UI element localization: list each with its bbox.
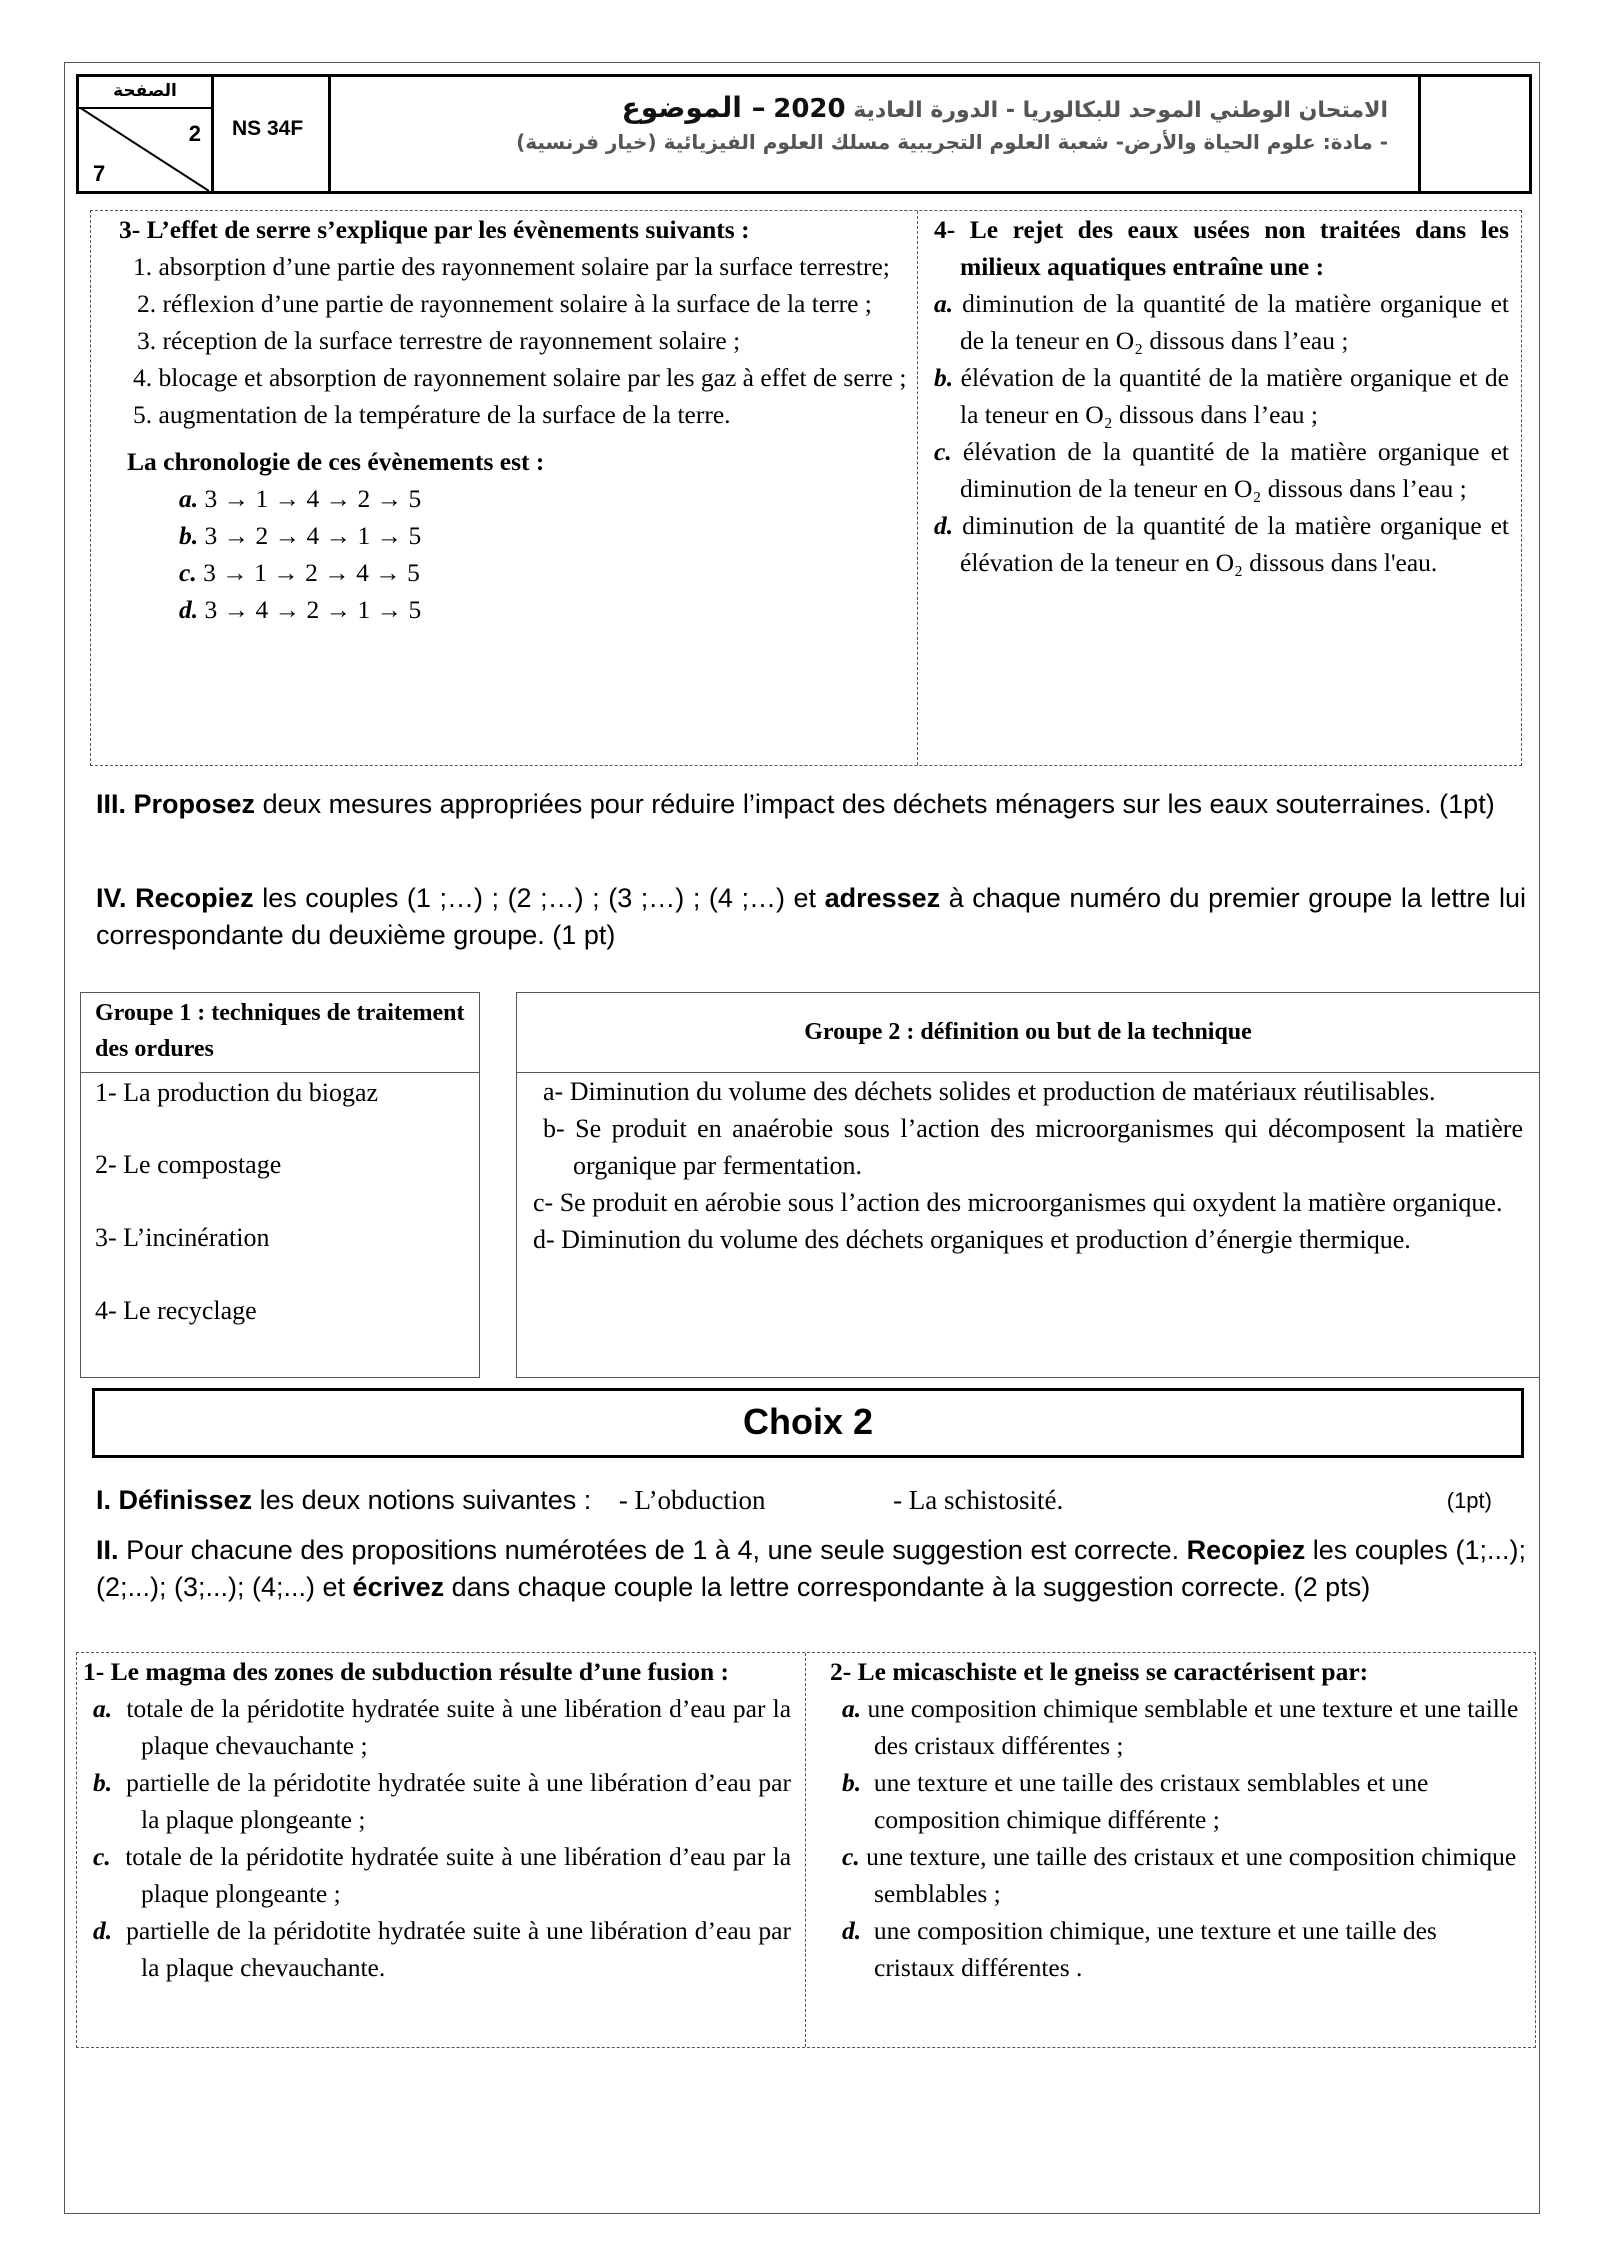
group-1-item: 2- Le compostage [95,1150,282,1179]
group-1-header: Groupe 1 : techniques de traitement des ordures [81,993,479,1073]
section-iii: III. Proposez deux mesures appropriées pour réduire l’impact des déchets ménagers sur les eaux souterraines. (1pt) [96,789,1495,819]
header-blank-cell [1421,77,1529,191]
title-year: 2020 [773,94,846,124]
c2-section-i: I. Définissez les deux notions suivantes : - L’obduction - La schistosité. (1pt) [96,1485,1492,1515]
group-2-item: d- Diminution du volume des déchets organiques et production d’énergie thermique. [533,1225,1411,1254]
page-indicator [79,77,214,191]
exam-title [331,77,1421,191]
c2-question-1 [77,1653,805,2047]
group-1-item: 1- La production du biogaz [95,1078,379,1107]
group-2-item: b- Se produit en anaérobie sous l’action des microorganismes qui décomposent la matière organique par fermentation. [543,1114,1523,1180]
page-number: 2 [188,121,201,146]
q4-option-d: d. diminution de la quantité de la matière organique et élévation de la teneur en O₂ dissous dans l'eau. [934,511,1509,577]
group-2-item: c- Se produit en aérobie sous l’action des microorganismes qui oxydent la matière organique. [533,1188,1503,1217]
section-iv: IV. Recopiez les couples (1 ;…) ; (2 ;…) ; (3 ;…) ; (4 ;…) et adressez à chaque numéro du premier groupe la lettre lui correspondante du deuxième groupe. (1 pt) [96,883,1526,950]
c2-q2-title: 2- Le micaschiste et le gneiss se caractérisent par: [830,1657,1369,1686]
group-2-header: Groupe 2 : définition ou but de la technique [517,993,1539,1073]
group-1-table [80,992,480,1378]
q3-title: 3- L’effet de serre s’explique par les évènements suivants : [119,215,750,244]
question-3 [91,211,917,765]
q3-option-d: d. 3 → 4 → 2 → 1 → 5 [179,595,422,624]
page-label: الصفحة [113,81,177,101]
c2-q2-option-a: a. une composition chimique semblable et une texture et une taille des cristaux différentes ; [842,1694,1519,1760]
q3-event: 1. absorption d’une partie des rayonnement solaire par la surface terrestre; [133,252,890,281]
c2-q1-option-a: a. totale de la péridotite hydratée suite à une libération d’eau par la plaque chevauchante ; [93,1694,792,1760]
page-total: 7 [93,161,106,186]
title-subline: - مادة: علوم الحياة والأرض- شعبة العلوم التجريبية مسلك العلوم الفيزيائية (خيار فرنسية) [516,130,1388,154]
c2-question-2 [805,1653,1535,2047]
title-main: الامتحان الوطني الموحد للبكالوريا - الدورة العادية [853,98,1388,123]
c2-q1-option-c: c. totale de la péridotite hydratée suite à une libération d’eau par la plaque plongeante ; [93,1842,792,1908]
question-4 [917,211,1521,765]
c2-q2-option-d: d. une composition chimique, une texture et une taille des cristaux différentes . [842,1916,1437,1982]
c2-q1-option-b: b. partielle de la péridotite hydratée suite à une libération d’eau par la plaque plongeante ; [93,1768,791,1834]
q3-event: 4. blocage et absorption de rayonnement solaire par les gaz à effet de serre ; [133,363,907,392]
group-2-item: a- Diminution du volume des déchets solides et production de matériaux réutilisables. [543,1077,1436,1106]
c2-q2-option-c: c. une texture, une taille des cristaux et une composition chimique semblables ; [842,1842,1517,1908]
qcm-table-2 [76,1652,1536,2048]
q3-event: 3. réception de la surface terrestre de rayonnement solaire ; [137,326,741,355]
q3-event: 5. augmentation de la température de la surface de la terre. [133,400,731,429]
q4-title: 4- Le rejet des eaux usées non traitées dans les milieux aquatiques entraîne une : [934,215,1509,281]
q4-option-b: b. élévation de la quantité de la matière organique et de la teneur en O₂ dissous dans l’eau ; [934,363,1510,429]
group-1-item: 4- Le recyclage [95,1296,257,1325]
q3-option-a: a. 3 → 1 → 4 → 2 → 5 [179,484,422,513]
c2-q2-option-b: b. une texture et une taille des cristaux semblables et une composition chimique différente ; [842,1768,1429,1834]
q4-option-c: c. élévation de la quantité de la matière organique et diminution de la teneur en O₂ dissous dans l’eau ; [934,437,1509,503]
q3-question: La chronologie de ces évènements est : [127,447,545,476]
exam-code: NS 34F [214,77,331,191]
group-1-item: 3- L’incinération [95,1223,270,1252]
q3-option-b: b. 3 → 2 → 4 → 1 → 5 [179,521,422,550]
choix-2-title: Choix 2 [742,1401,874,1442]
group-2-table [516,992,1540,1378]
c2-q1-title: 1- Le magma des zones de subduction résulte d’une fusion : [83,1657,730,1686]
exam-header [76,74,1532,194]
qcm-table-1 [90,210,1522,766]
title-subject: – الموضوع [621,91,766,124]
c2-q1-option-d: d. partielle de la péridotite hydratée suite à une libération d’eau par la plaque chevauchante. [93,1916,791,1982]
q4-option-a: a. diminution de la quantité de la matière organique et de la teneur en O₂ dissous dans l’eau ; [934,289,1509,355]
q3-event: 2. réflexion d’une partie de rayonnement solaire à la surface de la terre ; [137,289,872,318]
c2-section-ii: II. Pour chacune des propositions numérotées de 1 à 4, une seule suggestion est correcte. Recopiez les couples (1;...); (2;...); (3;...); (4;...) et écrivez dans chaque couple la lettre correspondante à la suggestion correcte. (2 pts) [96,1535,1526,1602]
q3-option-c: c. 3 → 1 → 2 → 4 → 5 [179,558,420,587]
